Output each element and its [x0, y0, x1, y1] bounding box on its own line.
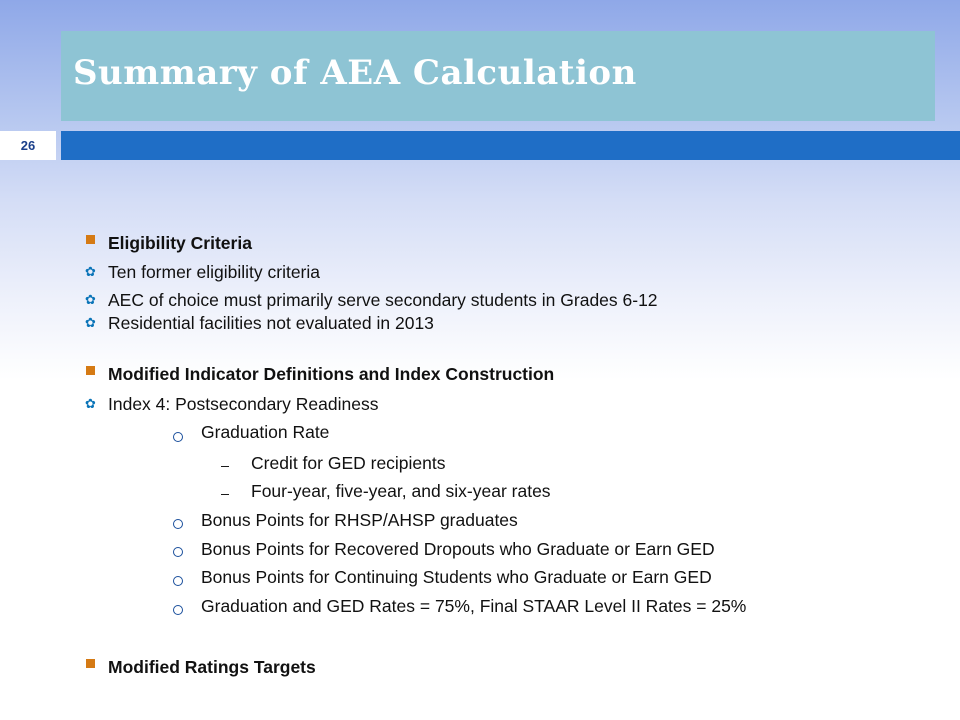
gear-bullet-icon: ✿: [85, 315, 96, 330]
header-bar: [61, 131, 960, 160]
square-bullet-icon: [86, 235, 95, 244]
section-heading-ratings: Modified Ratings Targets: [108, 657, 316, 677]
slide-number: 26: [20, 138, 36, 153]
dash-bullet-icon: [221, 466, 229, 467]
circle-bullet-icon: [173, 432, 183, 442]
section-heading-indicators: Modified Indicator Definitions and Index Construction: [108, 364, 555, 384]
circle-bullet-icon: [173, 519, 183, 529]
circle-bullet-icon: [173, 576, 183, 586]
dash-bullet-icon: [221, 494, 229, 495]
slide-number-box: [0, 131, 56, 160]
circle-bullet-icon: [173, 605, 183, 615]
list-item: Ten former eligibility criteria: [108, 262, 321, 282]
list-item: AEC of choice must primarily serve secondary students in Grades 6-12: [108, 290, 658, 310]
sub-item: Graduation and GED Rates = 75%, Final STAAR Level II Rates = 25%: [201, 596, 747, 616]
square-bullet-icon: [86, 366, 95, 375]
sub-item: Bonus Points for Continuing Students who Graduate or Earn GED: [201, 567, 712, 587]
sub-item: Bonus Points for Recovered Dropouts who Graduate or Earn GED: [201, 539, 715, 559]
detail-item: Four-year, five-year, and six-year rates: [251, 481, 551, 501]
title-box: [61, 31, 935, 121]
list-item: Residential facilities not evaluated in 2013: [108, 313, 434, 333]
section-heading-eligibility: Eligibility Criteria: [108, 233, 252, 253]
square-bullet-icon: [86, 659, 95, 668]
gear-bullet-icon: ✿: [85, 292, 96, 307]
circle-bullet-icon: [173, 547, 183, 557]
detail-item: Credit for GED recipients: [251, 453, 446, 473]
slide-title: Summary of AEA Calculation: [73, 53, 637, 93]
gear-bullet-icon: ✿: [85, 396, 96, 411]
index-item: Index 4: Postsecondary Readiness: [108, 394, 379, 414]
sub-item: Graduation Rate: [201, 422, 330, 442]
sub-item: Bonus Points for RHSP/AHSP graduates: [201, 510, 518, 530]
gear-bullet-icon: ✿: [85, 264, 96, 279]
